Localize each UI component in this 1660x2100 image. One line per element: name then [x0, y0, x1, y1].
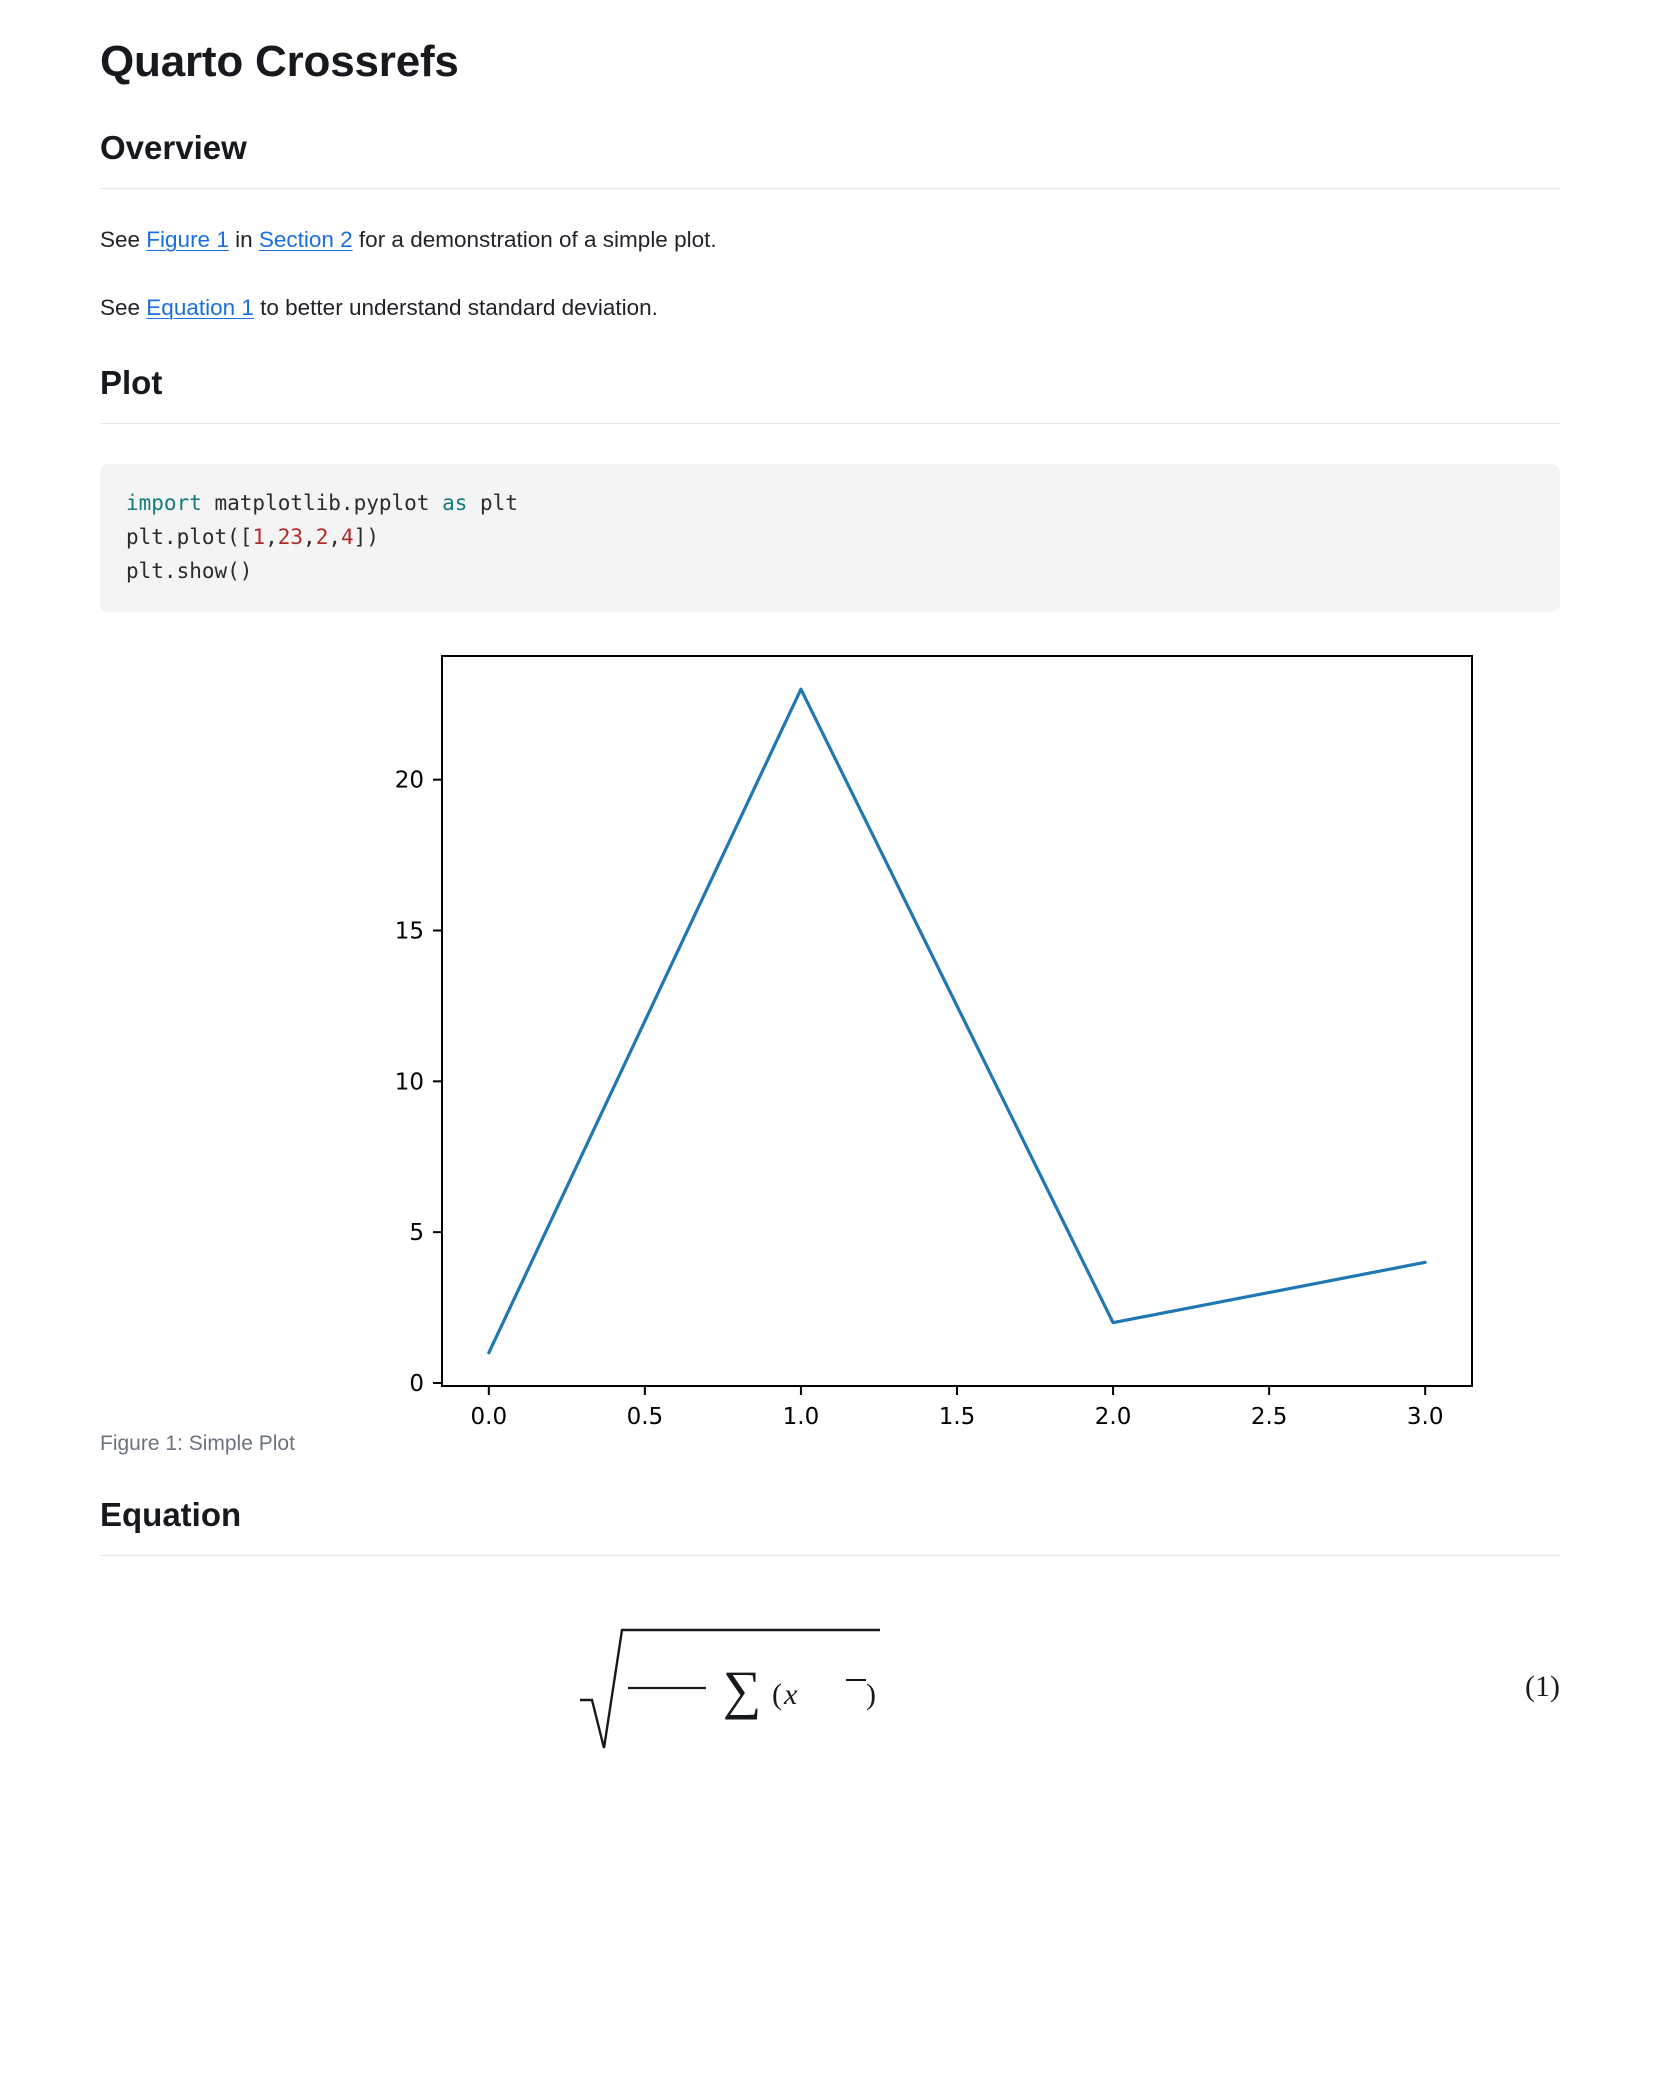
code-text: ]) — [353, 525, 379, 550]
equation-body: ( — [772, 1678, 782, 1712]
code-text: , — [303, 525, 316, 550]
y-tick-label: 15 — [394, 918, 424, 945]
equation-block — [100, 1612, 1560, 1762]
y-tick-label: 5 — [409, 1220, 424, 1247]
page-title: Quarto Crossrefs — [100, 37, 459, 86]
axes-frame — [442, 656, 1472, 1386]
paragraph-text: See — [100, 226, 147, 252]
paragraph-text: in — [228, 226, 259, 252]
y-tick-label: 0 — [409, 1371, 424, 1398]
section-heading-plot: Plot — [100, 362, 1560, 424]
x-tick-label: 0.0 — [470, 1404, 508, 1431]
x-axis-ticks — [471, 1386, 1444, 1430]
paragraph-text: for a demonstration of a simple plot. — [352, 226, 717, 252]
code-text: plt.plot([ — [126, 525, 253, 550]
link-figure-1[interactable]: Figure 1 — [146, 226, 229, 252]
y-axis-ticks — [395, 768, 442, 1397]
x-tick-label: 3.0 — [1406, 1404, 1444, 1431]
code-text: plt.show() — [126, 559, 253, 584]
x-tick-label: 1.0 — [782, 1404, 820, 1431]
equation-formula — [500, 1612, 1160, 1762]
sigma-icon: ∑ — [722, 1660, 762, 1721]
y-tick-label: 10 — [394, 1069, 424, 1096]
matplotlib-plot — [172, 646, 1444, 1431]
section-heading-overview: Overview — [100, 127, 1560, 189]
equation-x: x — [784, 1678, 798, 1712]
code-text: matplotlib.pyplot — [201, 491, 443, 516]
code-keyword-as: as — [442, 491, 468, 516]
figure-caption: Figure 1: Simple Plot — [100, 1432, 295, 1456]
x-tick-label: 1.5 — [938, 1404, 976, 1431]
code-number: 4 — [341, 525, 354, 550]
y-tick-label: 20 — [394, 768, 424, 795]
paragraph-text: to better understand standard deviation. — [253, 294, 658, 320]
equation-close-paren: ) — [866, 1678, 876, 1712]
code-text: , — [265, 525, 278, 550]
section-heading-equation: Equation — [100, 1494, 1560, 1556]
link-equation-1[interactable]: Equation 1 — [146, 294, 254, 320]
code-number: 23 — [277, 525, 304, 550]
x-tick-label: 2.5 — [1250, 1404, 1288, 1431]
code-text: , — [328, 525, 342, 550]
equation-number: (1) — [1525, 1670, 1560, 1704]
plot-svg — [172, 646, 1552, 1436]
code-block — [100, 464, 1560, 612]
figure-block — [100, 646, 1560, 1456]
data-series-line — [489, 690, 1425, 1354]
code-keyword-import: import — [126, 491, 202, 516]
x-tick-label: 2.0 — [1094, 1404, 1132, 1431]
paragraph-equation-reference — [100, 291, 1560, 325]
code-number: 2 — [315, 525, 329, 550]
code-number: 1 — [252, 525, 266, 550]
link-section-2[interactable]: Section 2 — [258, 226, 353, 252]
x-tick-label: 0.5 — [626, 1404, 664, 1431]
code-text: plt — [467, 491, 518, 516]
paragraph-figure-reference — [100, 223, 1560, 257]
paragraph-text: See — [100, 294, 147, 320]
